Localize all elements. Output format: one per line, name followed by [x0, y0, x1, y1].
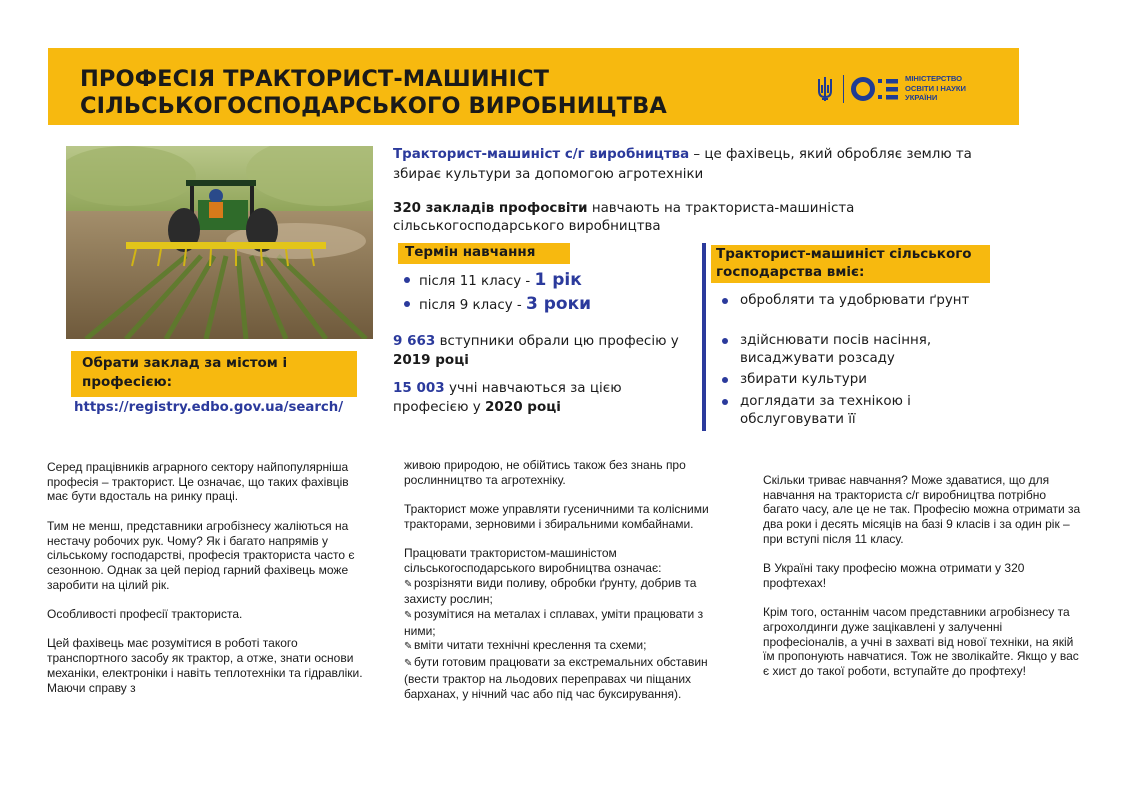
article-column-1: [47, 460, 369, 710]
article-paragraph: Тим не менш, представники агробізнесу жаліються на нестачу робочих рук. Чому? Як і багато напрямів у сільському господарстві, професія тракториста часто є сезонною. Однак за цей період гарний фахівець може заробити на цілий рік.: [47, 518, 355, 592]
article-list-item: [404, 576, 716, 607]
skill-item: [720, 332, 1000, 367]
page-title-line-2: СІЛЬСЬКОГОСПОДАРСЬКОГО ВИРОБНИЦТВА: [80, 93, 667, 119]
trident-icon: [815, 75, 835, 103]
bullet-icon: [722, 399, 728, 405]
article-paragraph: Серед працівників аграрного сектору найпопулярніша професія – тракторист. Це означає, що таких фахівців має бути вдосталь на ринку праці.: [47, 460, 349, 504]
stat-number: 9 663: [393, 333, 436, 349]
article-paragraph: Цей фахівець має розумітися в роботі такого транспортного засобу як трактор, а отже, знати основи механіки, електроніки і навіть теплотехніки та гідравліки. Маючи справу з: [47, 636, 363, 695]
article-paragraph: живою природою, не обійтись також без знань про рослинництво та агротехніку.: [404, 458, 686, 487]
article-list-item: [404, 638, 716, 655]
article-paragraph: В Україні таку професію можна отримати у 320 профтехах!: [763, 561, 1025, 590]
term-item-value: 3 роки: [525, 294, 592, 314]
intro-definition: [393, 145, 993, 184]
article-list-item: [404, 607, 716, 638]
stat-text: вступники обрали цю професію у: [435, 333, 679, 349]
schools-count-value: 320 закладів профосвіти: [393, 201, 588, 216]
schools-count-text: навчають на тракториста-машиніста сільськогосподарського виробництва: [393, 201, 855, 234]
skill-text: доглядати за технікою і обслуговувати її: [740, 394, 911, 427]
pin-icon: ✎: [404, 641, 413, 653]
skill-item: [720, 371, 1000, 389]
article-column-2: [404, 458, 716, 701]
article-paragraph: Скільки триває навчання? Може здаватися, що для навчання на тракториста с/г виробництва потрібно багато часу, але це не так. Професію можна отримати за два роки і десять місяців на базі 9 класів і за один рік – при вступі після 11 класу.: [763, 473, 1081, 546]
article-paragraph: Тракторист може управляти гусеничними та колісними тракторами, зерновими і збиральними комбайнами.: [404, 502, 709, 531]
skills-divider: [702, 243, 706, 431]
skill-item: [720, 393, 1000, 428]
term-item-text: після 11 класу -: [419, 274, 535, 289]
article-column-3: [763, 473, 1081, 694]
bullet-icon: [722, 298, 728, 304]
ministry-logo-text: МІНІСТЕРСТВО ОСВІТИ І НАУКИ УКРАЇНИ: [905, 74, 966, 103]
pin-icon: ✎: [404, 658, 413, 670]
skill-text: обробляти та удобрювати ґрунт: [740, 293, 970, 308]
term-item: [404, 294, 591, 314]
skills-heading: Тракторист-машиніст сільського господарства вміє:: [716, 246, 972, 280]
article-list-text: бути готовим працювати за екстремальних обставин (вести трактор на льодових переправах чи піщаних барханах, у нічний час або під час буксирування).: [404, 655, 708, 701]
bullet-icon: [404, 301, 410, 307]
page-title-line-1: ПРОФЕСІЯ ТРАКТОРИСТ-МАШИНІСТ: [80, 66, 550, 92]
stat-year: 2020 році: [485, 398, 561, 415]
stat-applicants: [393, 332, 693, 369]
skill-text: здійснювати посів насіння, висаджувати розсаду: [740, 333, 932, 366]
schools-count: [393, 200, 953, 236]
stat-number: 15 003: [393, 380, 445, 396]
article-list-item: [404, 655, 716, 701]
registry-label: Обрати заклад за містом і професією:: [82, 355, 288, 390]
bullet-icon: [722, 377, 728, 383]
logo-divider: [843, 75, 844, 103]
ministry-logo-icon: [851, 76, 901, 102]
term-item-text: після 9 класу -: [419, 298, 526, 313]
bullet-icon: [404, 277, 410, 283]
article-paragraph: Працювати трактористом-машиністом сільськогосподарського виробництва означає:: [404, 546, 662, 575]
registry-link[interactable]: https://registry.edbo.gov.ua/search/: [74, 400, 344, 415]
term-label: Термін навчання: [405, 244, 536, 260]
bullet-icon: [722, 338, 728, 344]
article-list-text: розрізняти види поливу, обробки ґрунту, добрив та захисту рослин;: [404, 575, 697, 607]
tractor-photo: [66, 146, 373, 339]
pin-icon: ✎: [404, 610, 413, 621]
pin-icon: ✎: [404, 578, 413, 590]
article-list-text: розумітися на металах і сплавах, уміти працювати з ними;: [404, 607, 704, 638]
skill-text: збирати культури: [740, 372, 867, 387]
stat-year: 2019 році: [393, 351, 469, 368]
article-list-text: вміти читати технічні креслення та схеми;: [414, 638, 647, 653]
term-item-value: 1 рік: [534, 270, 582, 290]
term-item: [404, 270, 582, 290]
intro-text: – це фахівець, який обробляє землю та збирає культури за допомогою агротехніки: [393, 147, 972, 182]
article-paragraph: Крім того, останнім часом представники агробізнесу та агрохолдинги дуже зацікавлені у залученні професіоналів, а учні в захваті від нової техніки, на якій їм пропонують навчатися. Тож не зволікайте. Якщо у вас є хист до такої роботи, вступайте до профтеху!: [763, 605, 1079, 679]
stat-students: [393, 379, 693, 416]
intro-term: Тракторист-машиніст с/г виробництва: [393, 147, 690, 162]
stat-text: учні навчаються за цією професією у: [393, 380, 622, 415]
skill-item: [720, 292, 1000, 310]
article-paragraph: Особливості професії тракториста.: [47, 607, 243, 621]
